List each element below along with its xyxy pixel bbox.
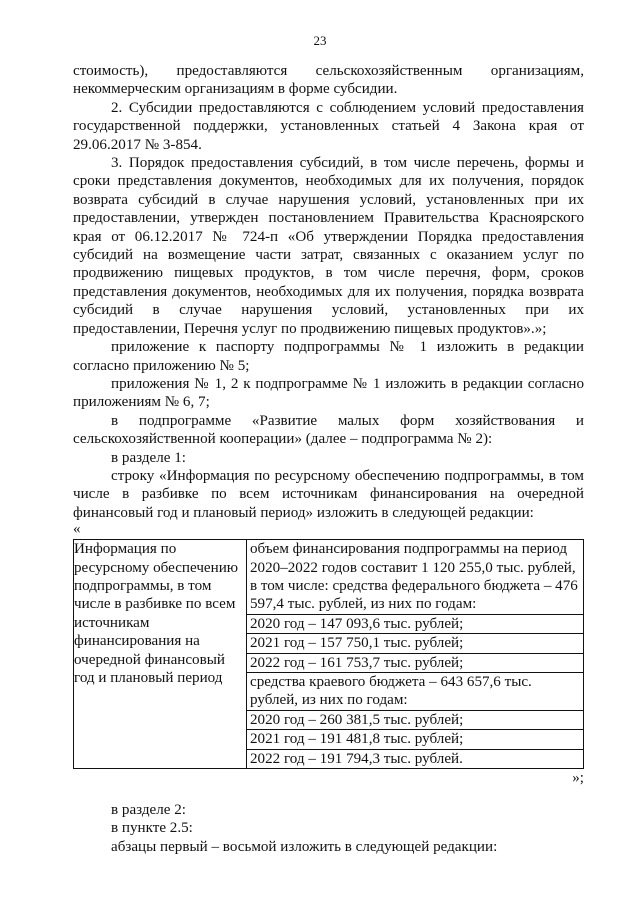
table-row-label: Информация по ресурсному обеспечению подпрограммы, в том числе в разбивке по всем источникам финансирования на очередной финансовый год и плановый период	[74, 540, 247, 769]
paragraph-section-2: в разделе 2:	[111, 802, 186, 819]
regional-budget-total: средства краевого бюджета – 643 657,6 тыс. рублей, из них по годам:	[247, 672, 583, 710]
paragraph-continuation: стоимость), предоставляются сельскохозяйственным организациям, некоммерческим организациям в форме субсидии.	[73, 63, 584, 98]
closing-quote: »;	[572, 770, 584, 787]
paragraph-abzats-replace: абзацы первый – восьмой изложить в следующей редакции:	[111, 838, 498, 855]
regional-2021: 2021 год – 191 481,8 тыс. рублей;	[247, 729, 583, 748]
federal-2022: 2022 год – 161 753,7 тыс. рублей;	[247, 653, 583, 672]
paragraph-appendices-1-2: приложения № 1, 2 к подпрограмме № 1 изложить в редакции согласно приложениям № 6, 7;	[73, 375, 584, 411]
federal-2021: 2021 год – 157 750,1 тыс. рублей;	[247, 633, 583, 652]
opening-quote: «	[73, 521, 81, 538]
paragraph-subprogram-2: в подпрограмме «Развитие малых форм хозяйствования и сельскохозяйственной кооперации» (далее – подпрограмма № 2):	[73, 412, 584, 448]
paragraph-point-2-5: в пункте 2.5:	[111, 820, 193, 837]
page-number: 23	[313, 33, 327, 48]
table-row	[74, 540, 584, 769]
bottom-paragraphs	[73, 801, 584, 856]
document-body	[73, 62, 584, 856]
table-row-values	[247, 540, 584, 769]
federal-2020: 2020 год – 147 093,6 тыс. рублей;	[247, 614, 583, 633]
regional-2020: 2020 год – 260 381,5 тыс. рублей;	[247, 710, 583, 729]
paragraph-appendix-passport: приложение к паспорту подпрограммы № 1 изложить в редакции согласно приложению № 5;	[73, 339, 584, 374]
paragraph-section-1: в разделе 1:	[111, 449, 186, 466]
paragraph-item-3: 3. Порядок предоставления субсидий, в том числе перечень, формы и сроки представления документов, необходимых для их получения, порядок возврата субсидий в случае нарушения условий, установленных при их предоставлении, утвержден постановлением Правительства Красноярского края от 06.12.2017 № 724-п «Об утверждении Порядка предоставления субсидий на возмещение части затрат, связанных с оказанием услуг по продвижению пищевых продуктов, в том числе перечня, форм, сроков представления документов, необходимых для их получения, порядка возврата субсидий в случае нарушения условий, установленных при их предоставлении, Перечня услуг по продвижению пищевых продуктов».»;	[73, 155, 584, 337]
federal-budget-total: в том числе: средства федерального бюджета – 476 597,4 тыс. рублей, из них по годам:	[250, 577, 578, 613]
funding-total: объем финансирования подпрограммы на период 2020–2022 годов составит 1 120 255,0 тыс. рублей,	[250, 541, 576, 576]
funding-table	[73, 539, 584, 769]
paragraph-item-2: 2. Субсидии предоставляются с соблюдением условий предоставления государственной поддержки, установленных статьей 4 Закона края от 29.06.2017 № 3-854.	[73, 99, 584, 153]
regional-2022: 2022 год – 191 794,3 тыс. рублей.	[247, 749, 583, 768]
paragraph-row-replace: строку «Информация по ресурсному обеспечению подпрограммы, в том числе в разбивке по всем источникам финансирования на очередной финансовый год и плановый период» изложить в следующей редакции:	[73, 467, 584, 521]
